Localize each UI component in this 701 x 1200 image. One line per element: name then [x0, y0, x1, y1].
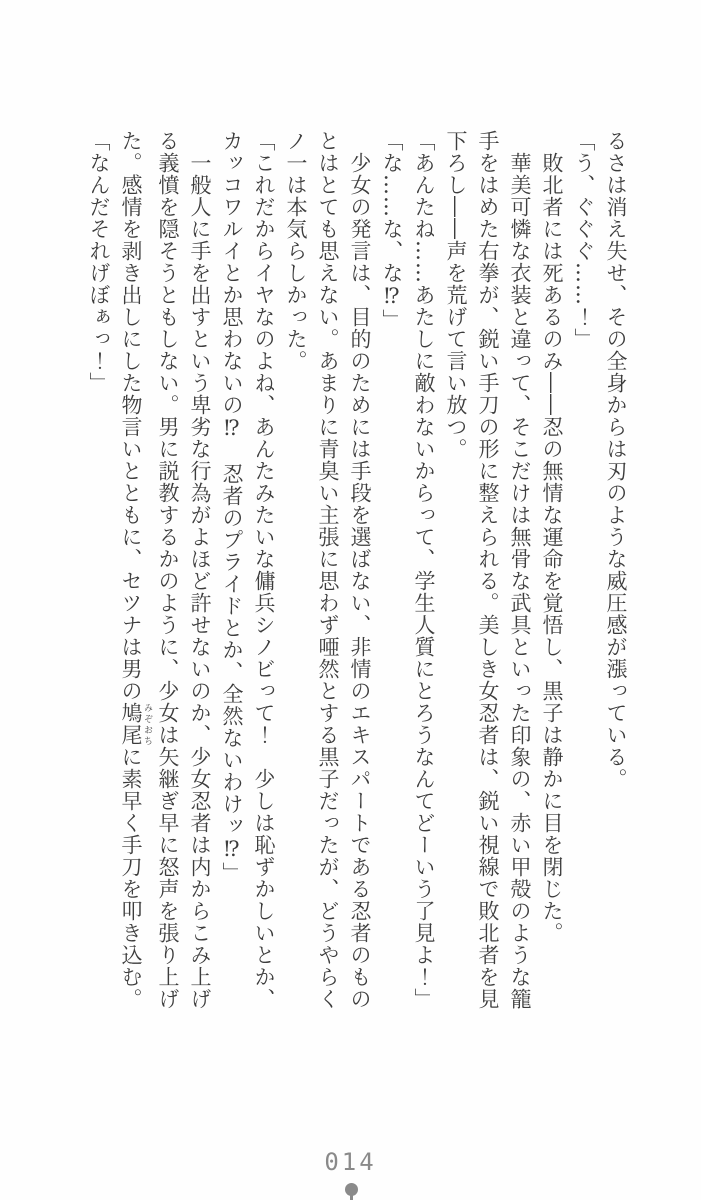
text-segment: に素早く手刀を叩き込む。	[119, 746, 143, 1010]
text-column: 手をはめた右拳が、鋭い手刀の形に整えられる。美しき女忍者は、鋭い視線で敗北者を見	[476, 130, 500, 1010]
text-column: 「これだからイヤなのよね、あんたみたいな傭兵シノビって！ 少しは恥ずかしいとか、	[252, 130, 276, 1010]
page-number: 014	[324, 1148, 377, 1176]
text-column: 「あんたね……あたしに敵わないからって、学生人質にとろうなんてどーいう了見よ！」	[412, 130, 436, 1010]
text-column: 華美可憐な衣装と違って、そこだけは無骨な武具といった印象の、赤い甲殻のような籠	[508, 130, 532, 1010]
text-column: 下ろし――声を荒げて言い放つ。	[444, 130, 468, 460]
text-segment: た。感情を剥き出しにした物言いとともに、セツナは男の	[119, 130, 143, 702]
text-column: るさは消え失せ、その全身からは刃のような威圧感が漲っている。	[604, 130, 628, 790]
ruby-text: みぞおち	[142, 702, 152, 746]
page-footer	[0, 1148, 701, 1176]
text-column: 「な……な、な⁉」	[380, 130, 404, 331]
text-column: カッコワルイとか思わないの⁉ 忍者のプライドとか、全然ないわけッ⁉」	[220, 130, 244, 884]
text-column: 少女の発言は、目的のためには手段を選ばない、非情のエキスパートである忍者のもの	[348, 130, 372, 1010]
text-column: 敗北者には死あるのみ――忍の無情な運命を覚悟し、黒子は静かに目を閉じた。	[540, 130, 564, 944]
text-column: 一般人に手を出すという卑劣な行為がよほど許せないのか、少女忍者は内からこみ上げ	[188, 130, 212, 1010]
ruby-annotation	[119, 702, 152, 746]
text-column: とはとても思えない。あまりに青臭い主張に思わず唖然とする黒子だったが、どうやらく	[316, 130, 340, 1010]
text-column-with-ruby	[115, 130, 152, 1010]
text-column: る義憤を隠そうともしない。男に説教するかのように、少女は矢継ぎ早に怒声を張り上げ	[156, 130, 180, 1010]
body-text	[83, 130, 632, 1010]
text-column: 「う、ぐぐぐ……！」	[572, 130, 596, 350]
footer-ornament-icon	[345, 1183, 358, 1196]
ruby-base: 鳩尾	[119, 702, 143, 746]
text-column: ノ一は本気らしかった。	[284, 130, 308, 372]
text-column: 「なんだそれげぼぁっ！」	[87, 130, 111, 394]
